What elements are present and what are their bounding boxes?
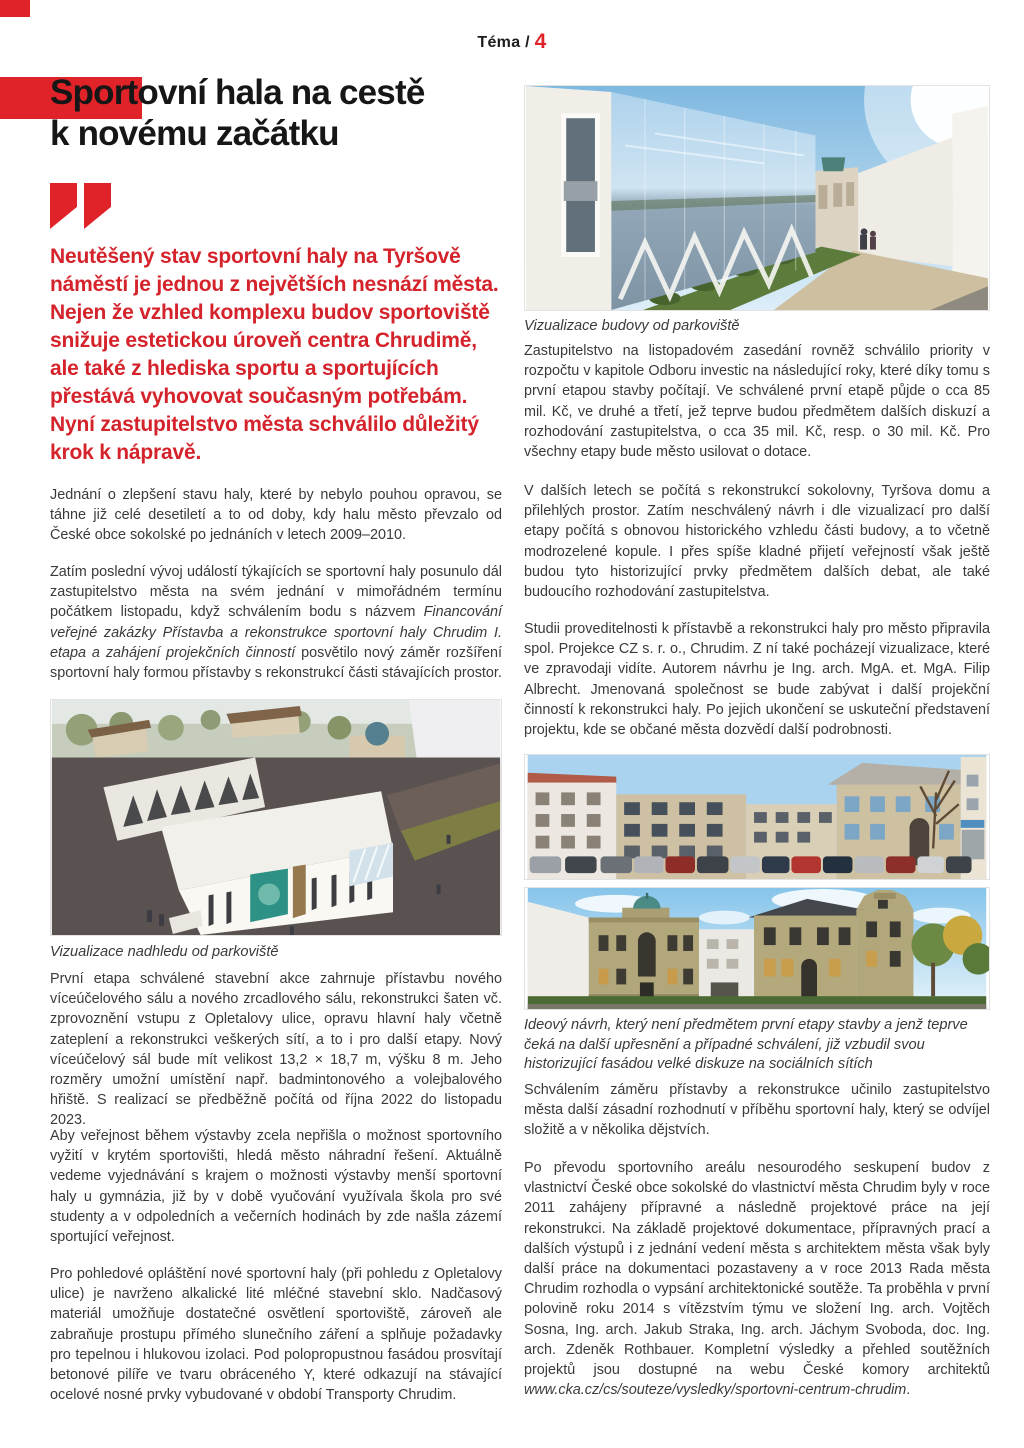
page-header <box>0 30 1024 54</box>
text-segment: Zastupitelstvo na listopadovém zasedání rovněž schválilo priority v rozpočtu v kapitole Odboru investic na následující roky, které díky tomu s první etapou stavby počítají. Ve schválené první etapě půjde o cca 85 mil. Kč, ve druhé a třetí, jež teprve budou předmětem dalších diskuzí a rozhodování zastupitelstva, o cca 35 mil. Kč, resp. o 30 mil. Kč. Pro všechny etapy bude město usilovat o dotace. <box>524 343 990 461</box>
text-segment: První etapa schválené stavební akce zahrnuje přístavbu nového víceúčelového sálu a nového zrcadlového sálu, rekonstrukci šaten vč. zprovoznění vstupu z Opletalovy ulice, opravu hlavní haly včetně zateplení a rekonstrukci veškerých sítí, a to i pro další etapy. Nový víceúčelový sál bude mít velikost 13,2 × 18,7 m, výšku 8 m. Jeho rozměry umožní umístění např. badmintonového a volejbalového hřiště. S realizací se předběžně počítá od října 2022 do listopadu 2023. <box>50 971 502 1129</box>
glass-facade-graphic <box>525 86 989 310</box>
body-paragraph <box>524 1080 990 1141</box>
caption-aerial: Vizualizace nadhledu od parkoviště <box>50 944 279 960</box>
body-paragraph <box>524 341 990 462</box>
current-state-photo <box>524 754 990 880</box>
body-paragraph <box>524 619 990 740</box>
article-title-line2: k novému začátku <box>50 114 339 153</box>
body-paragraph <box>50 1264 502 1405</box>
text-segment: Jednání o zlepšení stavu haly, které by nebylo pouhou opravou, se táhne již celé desetiletí a to od doby, kdy halu město převzalo od České obce sokolské po jednáních v letech 2009–2010. <box>50 487 502 544</box>
aerial-visualization-image <box>50 699 502 936</box>
body-paragraph <box>50 969 502 1131</box>
text-segment: posvětilo nový záměr rozšíření sportovní haly formou přístavby s rekonstrukcí části stávajících prostor. <box>50 644 502 682</box>
body-paragraph <box>524 481 990 602</box>
article-link[interactable]: www.cka.cz/cs/souteze/vysledky/sportovni-centrum-chrudim <box>524 1382 907 1399</box>
caption-glass-facade: Vizualizace budovy od parkoviště <box>524 318 740 334</box>
body-paragraph <box>50 485 502 546</box>
article-title <box>50 72 530 154</box>
body-paragraph <box>50 562 502 683</box>
section-label: Téma / <box>477 34 535 51</box>
text-segment: Po převodu sportovního areálu nesourodého seskupení budov z vlastnictví České obce sokolské do vlastnictví města Chrudim byly v roce 2011 zahájeny přípravné a následně projektové práce na její rekonstrukci. Na základě projektové dokumentace, přípravných prací a dalších výstupů i z jednání vedení města s architektem města však byly další práce na dokumentaci pozastaveny a v roce 2013 Rada města Chrudim rozhodla o vypsání architektonické soutěže. Ta proběhla v první polovině roku 2014 s vítězstvím týmu ve složení Ing. arch. Vojtěch Sosna, Ing. arch. Jakub Straka, Ing. arch. Jáchym Svoboda, doc. Ing. arch. Zdeněk Rothbauer. Kompletní výsledky a přehled soutěžních projektů jsou dostupné na webu České komory architektů <box>524 1160 990 1379</box>
quote-icon <box>50 183 111 229</box>
historic-facade-graphic <box>525 888 989 1009</box>
text-segment: Studii proveditelnosti k přístavbě a rekonstrukci haly pro město připravila spol. Projekce CZ s. r. o., Chrudim. Z ní také pocházejí vizualizace, které ve zpravodaji vidíte. Autorem návrhu je Ing. arch. MgA. et. MgA. Filip Albrecht. Jmenovaná společnost se bude zabývat i další projekční činností k rekonstrukci haly. Po jejich ukončení se uskuteční představení projektu, kde se občané města dozvědí další podrobnosti. <box>524 621 990 739</box>
text-segment: Financování veřejné zakázky Přístavba a rekonstrukce sportovní haly Chrudim I. etapa a zahájení projekčních činností <box>50 604 502 661</box>
article-title-line1: Sportovní hala na cestě <box>50 73 425 112</box>
text-segment: Schválením záměru přístavby a rekonstrukce učinilo zastupitelstvo města další zásadní rozhodnutí v příběhu sportovní haly, který se odvíjel složitě a v několika dějstvích. <box>524 1082 990 1139</box>
text-segment: Aby veřejnost během výstavby zcela nepřišla o možnost sportovního vyžití v krytém sportovišti, hledá město náhradní řešení. Aktuálně vedeme vyjednávání s krajem o možnosti výstavby menší sportovní haly u gymnázia, již by v době vyučování využívala škola pro své studenty a v odpoledních a večerních hodinách by zde našla zázemí sportující veřejnost. <box>50 1128 502 1246</box>
body-paragraph <box>524 1158 990 1400</box>
body-paragraph <box>50 1126 502 1247</box>
text-segment: Pro pohledové opláštění nové sportovní haly (při pohledu z Opletalovy ulice) je navrženo alkalické lité mléčné stavební sklo. Nadčasový materiál umožňuje dostatečné osvětlení sportoviště, zároveň ale zabraňuje prostupu přímého slunečního záření a splňuje požadavky pro tepelnou i hlukovou izolaci. Pod polopropustnou fasádou prosvítají betonové pilíře ve tvaru obráceného Y, které odkazují na stávající ocelové nosné prvky vybudované v období Transporty Chrudim. <box>50 1266 502 1404</box>
aerial-visualization-graphic <box>51 700 501 935</box>
text-segment: Zatím poslední vývoj událostí týkajících se sportovní haly posunulo dál zastupitelstvo města na svém jednání v mimořádném termínu počátkem listopadu, když schválením bodu s názvem <box>50 564 502 621</box>
historic-facade-visualization-image <box>524 887 990 1010</box>
page-number: 4 <box>534 30 547 53</box>
text-segment: . <box>906 1382 911 1399</box>
text-segment: V dalších letech se počítá s rekonstrukcí sokolovny, Tyršova domu a přilehlých prostor. Zatím neschválený návrh i dle vizualizací pro další etapy počítá s obnovou historického vzhledu části budovy, a to včetně modrozelené kopule. I přes spíše kladné přijetí veřejností však ještě budou tyto historizující prvky předmětem dalších debat, ale také budoucího rozhodování zastupitelstva. <box>524 483 990 601</box>
current-state-graphic <box>525 755 989 879</box>
page-corner-accent <box>0 0 30 17</box>
glass-facade-visualization-image <box>524 85 990 311</box>
lead-paragraph: Neutěšený stav sportovní haly na Tyršově náměstí je jednou z největších nesnází města. Nejen že vzhled komplexu budov sportoviště snižuje estetickou úroveň centra Chrudimě, ale také z hlediska sportu a sportujících přestává vyhovovat současným potřebám. Nyní zastupitelstvo města schválilo důležitý krok k nápravě. <box>50 245 499 464</box>
caption-historic-facade: Ideový návrh, který není předmětem první etapy stavby a jenž teprve čeká na další upřesnění a případné schválení, již vzbudil svou historizující fasádou velké diskuze na sociálních sítích <box>524 1017 968 1072</box>
